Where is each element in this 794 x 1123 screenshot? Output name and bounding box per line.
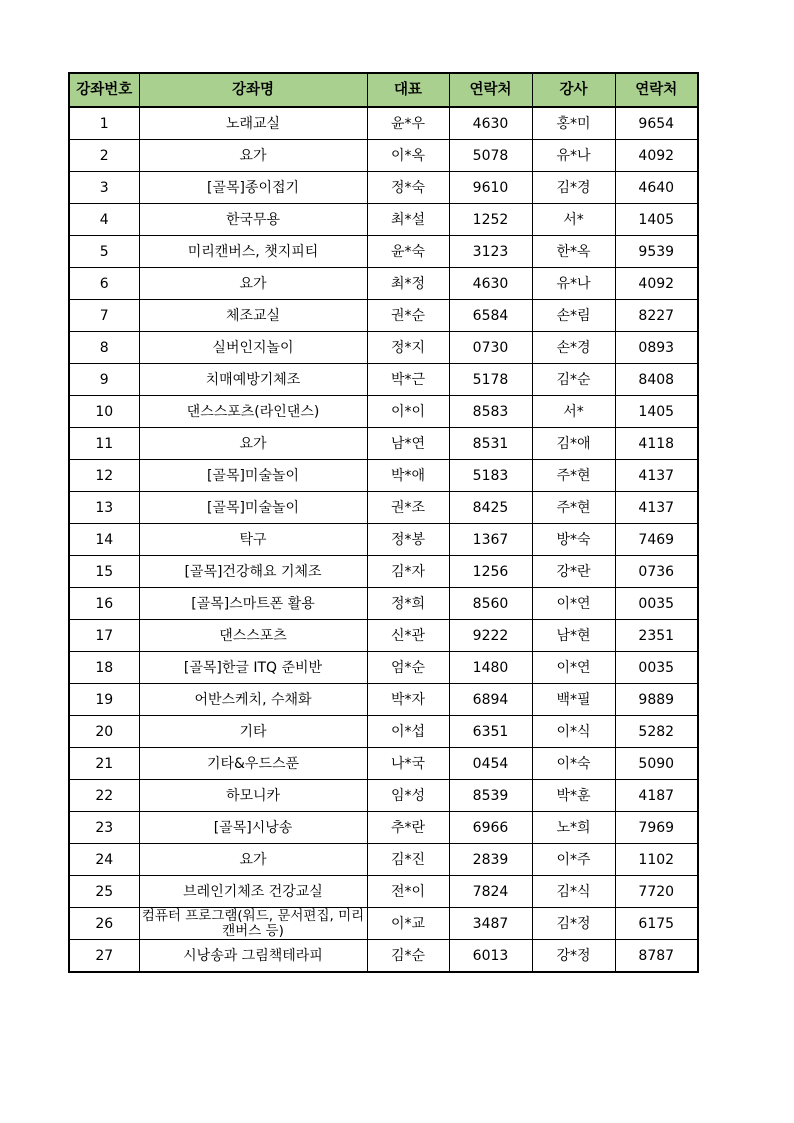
instructor-cell: 한*옥 [532, 236, 615, 268]
instructor-cell: 이*식 [532, 716, 615, 748]
table-row [69, 620, 698, 652]
instructor-cell: 김*애 [532, 428, 615, 460]
representative-contact-cell: 6966 [449, 812, 532, 844]
table-row [69, 396, 698, 428]
header-instructor: 강사 [532, 73, 615, 107]
table-row [69, 300, 698, 332]
course-name-cell: 브레인기체조 건강교실 [139, 876, 367, 908]
course-name-cell: 미리캔버스, 챗지피티 [139, 236, 367, 268]
table-row [69, 492, 698, 524]
course-name-cell: 요가 [139, 140, 367, 172]
course-number-cell: 25 [69, 876, 139, 908]
representative-contact-cell: 4630 [449, 268, 532, 300]
course-number-cell: 19 [69, 684, 139, 716]
course-name-cell: 체조교실 [139, 300, 367, 332]
instructor-cell: 김*순 [532, 364, 615, 396]
instructor-contact-cell: 0035 [615, 652, 698, 684]
course-number-cell: 14 [69, 524, 139, 556]
course-name-cell: 한국무용 [139, 204, 367, 236]
instructor-contact-cell: 9889 [615, 684, 698, 716]
course-number-cell: 13 [69, 492, 139, 524]
instructor-cell: 백*필 [532, 684, 615, 716]
instructor-cell: 김*경 [532, 172, 615, 204]
representative-cell: 김*진 [367, 844, 449, 876]
table-row [69, 716, 698, 748]
representative-cell: 박*애 [367, 460, 449, 492]
course-number-cell: 15 [69, 556, 139, 588]
instructor-contact-cell: 4187 [615, 780, 698, 812]
table-row [69, 652, 698, 684]
representative-cell: 이*교 [367, 908, 449, 940]
representative-contact-cell: 6013 [449, 940, 532, 973]
representative-contact-cell: 8539 [449, 780, 532, 812]
instructor-cell: 박*훈 [532, 780, 615, 812]
instructor-contact-cell: 1405 [615, 396, 698, 428]
representative-contact-cell: 1252 [449, 204, 532, 236]
instructor-contact-cell: 4137 [615, 492, 698, 524]
representative-contact-cell: 1367 [449, 524, 532, 556]
table-row [69, 812, 698, 844]
table-row [69, 524, 698, 556]
instructor-contact-cell: 4092 [615, 268, 698, 300]
course-number-cell: 9 [69, 364, 139, 396]
representative-cell: 윤*우 [367, 107, 449, 140]
table-row [69, 748, 698, 780]
course-number-cell: 8 [69, 332, 139, 364]
course-name-cell: 요가 [139, 428, 367, 460]
table-header [69, 73, 698, 107]
representative-cell: 나*국 [367, 748, 449, 780]
header-course-number: 강좌번호 [69, 73, 139, 107]
representative-cell: 정*봉 [367, 524, 449, 556]
table-row [69, 908, 698, 940]
table-row [69, 204, 698, 236]
representative-contact-cell: 0454 [449, 748, 532, 780]
representative-cell: 이*섭 [367, 716, 449, 748]
table-row [69, 428, 698, 460]
representative-contact-cell: 8560 [449, 588, 532, 620]
instructor-cell: 홍*미 [532, 107, 615, 140]
representative-cell: 남*연 [367, 428, 449, 460]
instructor-contact-cell: 1102 [615, 844, 698, 876]
course-number-cell: 20 [69, 716, 139, 748]
header-instructor-contact: 연락처 [615, 73, 698, 107]
table-row [69, 940, 698, 973]
course-name-cell: [골목]미술놀이 [139, 460, 367, 492]
course-number-cell: 26 [69, 908, 139, 940]
representative-cell: 김*자 [367, 556, 449, 588]
course-number-cell: 2 [69, 140, 139, 172]
instructor-cell: 이*연 [532, 652, 615, 684]
course-number-cell: 10 [69, 396, 139, 428]
instructor-cell: 방*숙 [532, 524, 615, 556]
course-name-cell: 기타&우드스푼 [139, 748, 367, 780]
course-number-cell: 1 [69, 107, 139, 140]
instructor-cell: 서* [532, 204, 615, 236]
course-number-cell: 17 [69, 620, 139, 652]
instructor-cell: 손*경 [532, 332, 615, 364]
representative-cell: 권*조 [367, 492, 449, 524]
table-row [69, 364, 698, 396]
course-name-cell: 노래교실 [139, 107, 367, 140]
instructor-cell: 손*림 [532, 300, 615, 332]
instructor-cell: 유*나 [532, 268, 615, 300]
table-row [69, 844, 698, 876]
instructor-cell: 주*현 [532, 460, 615, 492]
instructor-contact-cell: 9654 [615, 107, 698, 140]
instructor-contact-cell: 5282 [615, 716, 698, 748]
instructor-contact-cell: 4640 [615, 172, 698, 204]
representative-cell: 전*이 [367, 876, 449, 908]
instructor-cell: 강*정 [532, 940, 615, 973]
instructor-contact-cell: 0893 [615, 332, 698, 364]
instructor-contact-cell: 9539 [615, 236, 698, 268]
course-number-cell: 7 [69, 300, 139, 332]
header-representative-contact: 연락처 [449, 73, 532, 107]
course-name-cell: [골목]미술놀이 [139, 492, 367, 524]
course-name-cell: 컴퓨터 프로그램(워드, 문서편집, 미리캔버스 등) [139, 908, 367, 940]
representative-cell: 신*관 [367, 620, 449, 652]
table-row [69, 332, 698, 364]
instructor-cell: 주*현 [532, 492, 615, 524]
representative-cell: 박*근 [367, 364, 449, 396]
instructor-cell: 김*식 [532, 876, 615, 908]
table-row [69, 684, 698, 716]
instructor-cell: 서* [532, 396, 615, 428]
course-number-cell: 3 [69, 172, 139, 204]
instructor-cell: 유*나 [532, 140, 615, 172]
course-name-cell: 댄스스포츠(라인댄스) [139, 396, 367, 428]
table-row [69, 140, 698, 172]
representative-contact-cell: 9610 [449, 172, 532, 204]
instructor-contact-cell: 7469 [615, 524, 698, 556]
representative-contact-cell: 6894 [449, 684, 532, 716]
course-name-cell: [골목]건강해요 기체조 [139, 556, 367, 588]
representative-contact-cell: 7824 [449, 876, 532, 908]
representative-cell: 이*이 [367, 396, 449, 428]
instructor-contact-cell: 0035 [615, 588, 698, 620]
instructor-contact-cell: 0736 [615, 556, 698, 588]
instructor-contact-cell: 6175 [615, 908, 698, 940]
course-number-cell: 24 [69, 844, 139, 876]
representative-cell: 엄*순 [367, 652, 449, 684]
representative-cell: 권*순 [367, 300, 449, 332]
header-representative: 대표 [367, 73, 449, 107]
representative-cell: 추*란 [367, 812, 449, 844]
course-name-cell: 기타 [139, 716, 367, 748]
course-name-cell: 어반스케치, 수채화 [139, 684, 367, 716]
instructor-contact-cell: 8787 [615, 940, 698, 973]
course-name-cell: 치매예방기체조 [139, 364, 367, 396]
table-row [69, 588, 698, 620]
course-name-cell: 탁구 [139, 524, 367, 556]
representative-cell: 정*숙 [367, 172, 449, 204]
instructor-contact-cell: 8408 [615, 364, 698, 396]
table-row [69, 172, 698, 204]
instructor-contact-cell: 8227 [615, 300, 698, 332]
course-number-cell: 18 [69, 652, 139, 684]
representative-cell: 김*순 [367, 940, 449, 973]
course-number-cell: 27 [69, 940, 139, 973]
representative-contact-cell: 3123 [449, 236, 532, 268]
representative-contact-cell: 5178 [449, 364, 532, 396]
table-body [69, 107, 698, 972]
instructor-cell: 김*정 [532, 908, 615, 940]
instructor-cell: 남*현 [532, 620, 615, 652]
course-table [68, 72, 699, 973]
table-row [69, 556, 698, 588]
course-number-cell: 6 [69, 268, 139, 300]
table-row [69, 876, 698, 908]
course-name-cell: [골목]시낭송 [139, 812, 367, 844]
instructor-contact-cell: 4092 [615, 140, 698, 172]
header-row [69, 73, 698, 107]
representative-contact-cell: 5078 [449, 140, 532, 172]
course-name-cell: 실버인지놀이 [139, 332, 367, 364]
representative-cell: 최*정 [367, 268, 449, 300]
table-row [69, 236, 698, 268]
instructor-contact-cell: 7720 [615, 876, 698, 908]
representative-contact-cell: 5183 [449, 460, 532, 492]
representative-contact-cell: 0730 [449, 332, 532, 364]
representative-contact-cell: 8531 [449, 428, 532, 460]
table-row [69, 107, 698, 140]
course-number-cell: 16 [69, 588, 139, 620]
course-number-cell: 5 [69, 236, 139, 268]
representative-contact-cell: 4630 [449, 107, 532, 140]
instructor-cell: 강*란 [532, 556, 615, 588]
instructor-contact-cell: 5090 [615, 748, 698, 780]
representative-cell: 최*설 [367, 204, 449, 236]
course-number-cell: 21 [69, 748, 139, 780]
representative-cell: 정*지 [367, 332, 449, 364]
instructor-contact-cell: 4137 [615, 460, 698, 492]
representative-cell: 박*자 [367, 684, 449, 716]
instructor-cell: 이*숙 [532, 748, 615, 780]
table-row [69, 780, 698, 812]
representative-cell: 임*성 [367, 780, 449, 812]
table-row [69, 460, 698, 492]
instructor-cell: 노*희 [532, 812, 615, 844]
instructor-cell: 이*주 [532, 844, 615, 876]
representative-contact-cell: 8583 [449, 396, 532, 428]
instructor-contact-cell: 1405 [615, 204, 698, 236]
instructor-contact-cell: 4118 [615, 428, 698, 460]
representative-cell: 윤*숙 [367, 236, 449, 268]
course-name-cell: 댄스스포츠 [139, 620, 367, 652]
table-row [69, 268, 698, 300]
header-course-name: 강좌명 [139, 73, 367, 107]
course-number-cell: 23 [69, 812, 139, 844]
course-number-cell: 12 [69, 460, 139, 492]
course-name-cell: 시낭송과 그림책테라피 [139, 940, 367, 973]
representative-contact-cell: 1256 [449, 556, 532, 588]
course-number-cell: 22 [69, 780, 139, 812]
course-name-cell: [골목]한글 ITQ 준비반 [139, 652, 367, 684]
course-name-cell: 요가 [139, 268, 367, 300]
representative-cell: 정*희 [367, 588, 449, 620]
representative-contact-cell: 6351 [449, 716, 532, 748]
representative-contact-cell: 2839 [449, 844, 532, 876]
representative-cell: 이*옥 [367, 140, 449, 172]
course-name-cell: [골목]스마트폰 활용 [139, 588, 367, 620]
instructor-contact-cell: 2351 [615, 620, 698, 652]
representative-contact-cell: 9222 [449, 620, 532, 652]
representative-contact-cell: 3487 [449, 908, 532, 940]
course-name-cell: 하모니카 [139, 780, 367, 812]
course-number-cell: 11 [69, 428, 139, 460]
representative-contact-cell: 1480 [449, 652, 532, 684]
representative-contact-cell: 6584 [449, 300, 532, 332]
representative-contact-cell: 8425 [449, 492, 532, 524]
course-name-cell: 요가 [139, 844, 367, 876]
instructor-cell: 이*연 [532, 588, 615, 620]
instructor-contact-cell: 7969 [615, 812, 698, 844]
course-number-cell: 4 [69, 204, 139, 236]
course-name-cell: [골목]종이접기 [139, 172, 367, 204]
